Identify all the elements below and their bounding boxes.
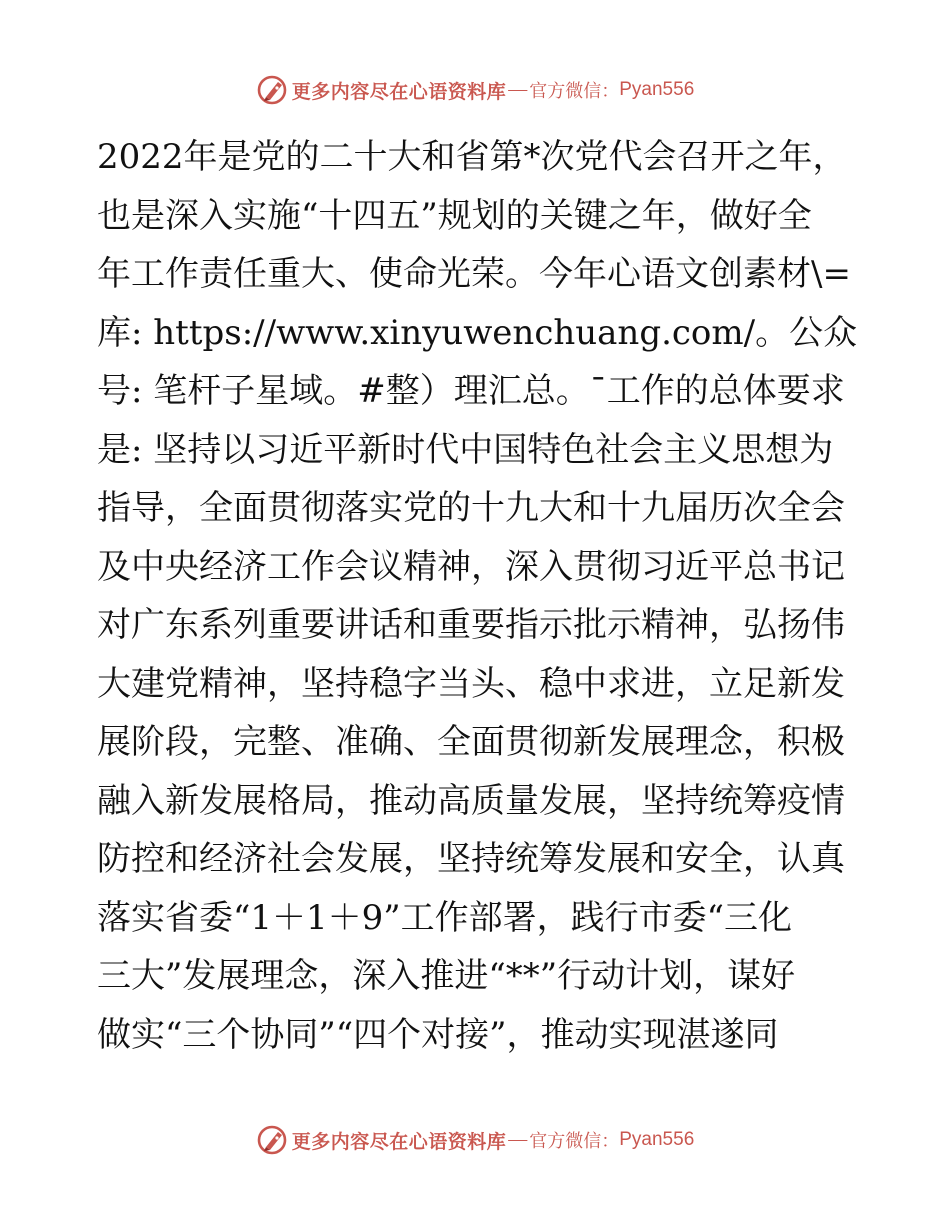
- watermark-main-text: 更多内容尽在心语资料库: [291, 1130, 507, 1153]
- text-line: 年工作责任重大、使命光荣。今年心语文创素材\=: [97, 254, 851, 294]
- text-line: 库: https://www.xinyuwenchuang.com/。公众: [97, 312, 857, 353]
- text-line: 指导，全面贯彻落实党的十九大和十九届历次全会: [97, 488, 845, 528]
- watermark-handle: Pyan556: [619, 79, 695, 100]
- pen-nib-logo-icon: [256, 1123, 290, 1157]
- text-line: 防控和经济社会发展，坚持统筹发展和安全，认真: [97, 839, 845, 879]
- text-line: 及中央经济工作会议精神，深入贯彻习近平总书记: [97, 546, 845, 587]
- pen-nib-logo-icon: [256, 73, 290, 107]
- text-line: 融入新发展格局，推动高质量发展，坚持统筹疫情: [97, 780, 845, 821]
- text-line: 号: 笔杆子星域。#整）理汇总。¯工作的总体要求: [97, 371, 845, 411]
- text-line: 做实“三个协同”“四个对接”，推动实现湛遂同: [97, 1014, 779, 1055]
- text-line: 也是深入实施“十四五”规划的关键之年，做好全: [97, 195, 812, 236]
- document-body: [97, 128, 857, 1064]
- watermark-main-text: 更多内容尽在心语资料库: [291, 80, 507, 103]
- text-line: 落实省委“1＋1＋9”工作部署，践行市委“三化: [97, 897, 793, 938]
- text-line: 大建党精神，坚持稳字当头、稳中求进，立足新发: [97, 663, 845, 704]
- text-line: 三大”发展理念，深入推进“**”行动计划，谋好: [97, 956, 796, 996]
- text-line: 是: 坚持以习近平新时代中国特色社会主义思想为: [97, 429, 834, 470]
- footer-watermark: [0, 1120, 950, 1160]
- watermark-dash: —: [508, 1129, 528, 1150]
- watermark-sub-text: 官方微信：: [529, 81, 620, 102]
- watermark-dash: —: [508, 79, 528, 100]
- watermark-sub-text: 官方微信：: [529, 1131, 620, 1152]
- text-line: 展阶段，完整、准确、全面贯彻新发展理念，积极: [97, 722, 845, 762]
- text-line: 对广东系列重要讲话和重要指示批示精神，弘扬伟: [97, 605, 845, 645]
- text-line: 2022年是党的二十大和省第*次党代会召开之年，: [97, 137, 847, 177]
- watermark-handle: Pyan556: [619, 1129, 695, 1150]
- header-watermark: [0, 70, 950, 110]
